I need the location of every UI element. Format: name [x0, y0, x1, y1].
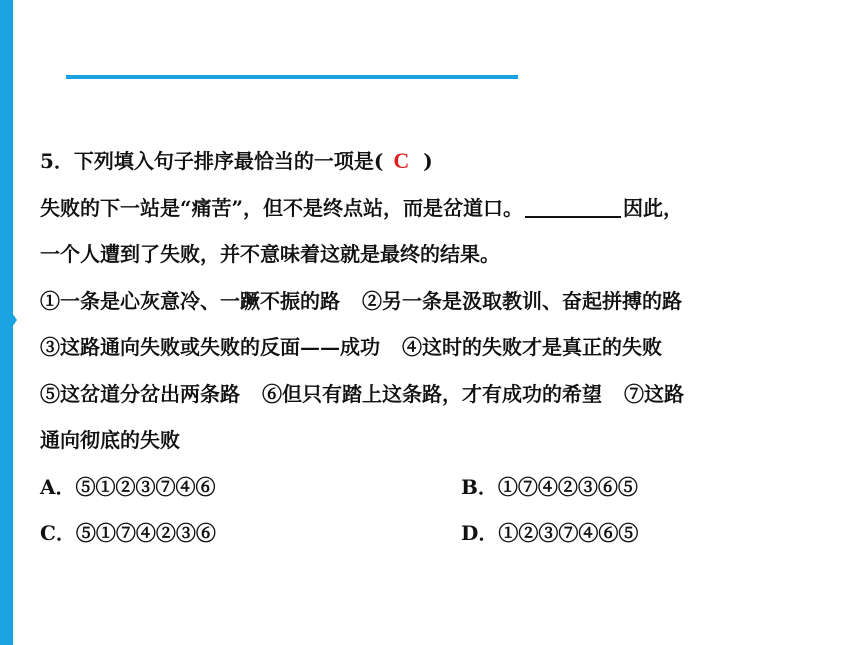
options-row-2 — [40, 510, 830, 557]
item-7-start: ⑦这路 — [624, 381, 684, 406]
passage-line-1 — [40, 185, 830, 232]
items-line-1 — [40, 278, 830, 325]
item-3: ③这路通向失败或失败的反面——成功 — [40, 335, 380, 359]
item-7-end: 通向彻底的失败 — [40, 428, 180, 452]
question-stem-text: 下列填入句子排序最恰当的一项是( — [73, 149, 384, 173]
option-b[interactable]: B．①⑦④②③⑥⑤ — [461, 474, 638, 499]
item-4: ④这时的失败才是真正的失败 — [402, 335, 662, 359]
item-6: ⑥但只有踏上这条路，才有成功的希望 — [262, 381, 602, 406]
question-number: 5． — [40, 149, 74, 173]
passage-line-2 — [40, 231, 830, 278]
question-block — [40, 138, 830, 557]
passage-text-2: 一个人遭到了失败，并不意味着这就是最终的结果。 — [40, 242, 500, 266]
option-a[interactable]: A．⑤①②③⑦④⑥ — [40, 474, 216, 499]
fill-blank — [525, 216, 621, 218]
passage-text-1a: 失败的下一站是“痛苦”，但不是终点站，而是岔道口。 — [40, 195, 524, 220]
question-stem-close: ) — [423, 149, 433, 173]
option-d[interactable]: D．①②③⑦④⑥⑤ — [461, 521, 639, 545]
question-stem — [40, 138, 830, 185]
items-line-2 — [40, 324, 830, 371]
options-row-1 — [40, 464, 830, 511]
item-2: ②另一条是汲取教训、奋起拼搏的路 — [362, 288, 682, 313]
items-line-3 — [40, 371, 830, 418]
header-rule — [66, 75, 518, 79]
option-c[interactable]: C．⑤①⑦④②③⑥ — [40, 521, 216, 545]
items-line-4 — [40, 417, 830, 464]
answer-letter: C — [393, 148, 410, 173]
item-1: ①一条是心灰意冷、一蹶不振的路 — [40, 288, 340, 313]
item-5: ⑤这岔道分岔出两条路 — [40, 381, 240, 406]
passage-text-1b: 因此， — [623, 195, 684, 220]
left-notch-marker — [10, 310, 17, 330]
